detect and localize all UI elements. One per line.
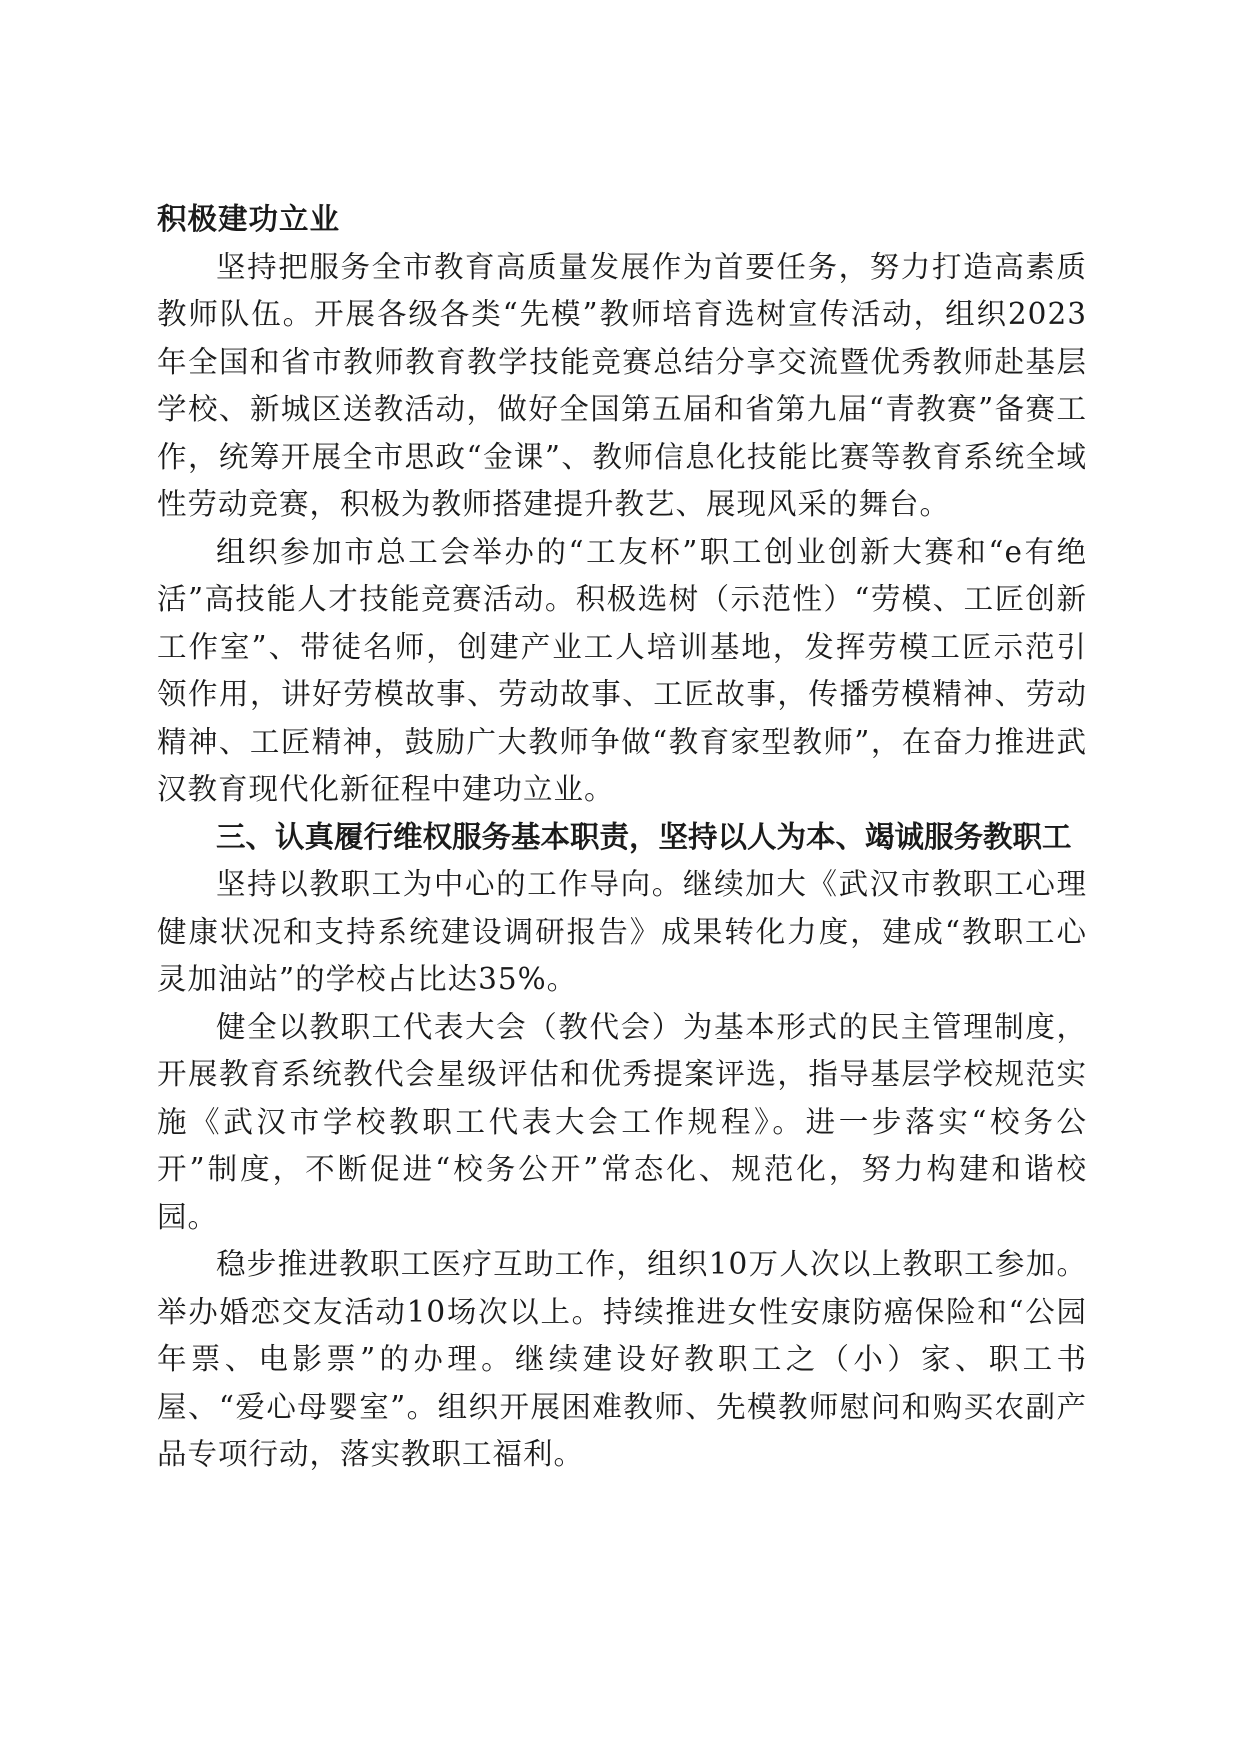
section-heading-three: 三、认真履行维权服务基本职责，坚持以人为本、竭诚服务教职工	[216, 819, 1072, 854]
paragraph-competitions: 组织参加市总工会举办的“工友杯”职工创业创新大赛和“e有绝活”高技能人才技能竞赛活动。积极选树（示范性）“劳模、工匠创新工作室”、带徒名师，创建产业工人培训基地，发挥劳模工匠示范引领作用，讲好劳模故事、劳动故事、工匠故事，传播劳模精神、劳动精神、工匠精神，鼓励广大教师争做“教育家型教师”，在奋力推进武汉教育现代化新征程中建功立业。	[157, 534, 1087, 806]
paragraph-mental-health: 坚持以教职工为中心的工作导向。继续加大《武汉市教职工心理健康状况和支持系统建设调研报告》成果转化力度，建成“教职工心灵加油站”的学校占比达35%。	[157, 867, 1087, 996]
paragraph-welfare: 稳步推进教职工医疗互助工作，组织10万人次以上教职工参加。举办婚恋交友活动10场次以上。持续推进女性安康防癌保险和“公园年票、电影票”的办理。继续建设好教职工之（小）家、职工书屋、“爱心母婴室”。组织开展困难教师、先模教师慰问和购买农副产品专项行动，落实教职工福利。	[157, 1247, 1087, 1471]
paragraph-teacher-development: 坚持把服务全市教育高质量发展作为首要任务，努力打造高素质教师队伍。开展各级各类“先模”教师培育选树宣传活动，组织2023年全国和省市教师教育教学技能竞赛总结分享交流暨优秀教师赴基层学校、新城区送教活动，做好全国第五届和省第九届“青教赛”备赛工作，统筹开展全市思政“金课”、教师信息化技能比赛等教育系统全域性劳动竞赛，积极为教师搭建提升教艺、展现风采的舞台。	[157, 249, 1087, 521]
heading-continuation: 积极建功立业	[157, 202, 341, 236]
document-page	[157, 196, 1087, 1479]
paragraph-democratic-management: 健全以教职工代表大会（教代会）为基本形式的民主管理制度，开展教育系统教代会星级评估和优秀提案评选，指导基层学校规范实施《武汉市学校教职工代表大会工作规程》。进一步落实“校务公开”制度，不断促进“校务公开”常态化、规范化，努力构建和谐校园。	[157, 1009, 1087, 1234]
